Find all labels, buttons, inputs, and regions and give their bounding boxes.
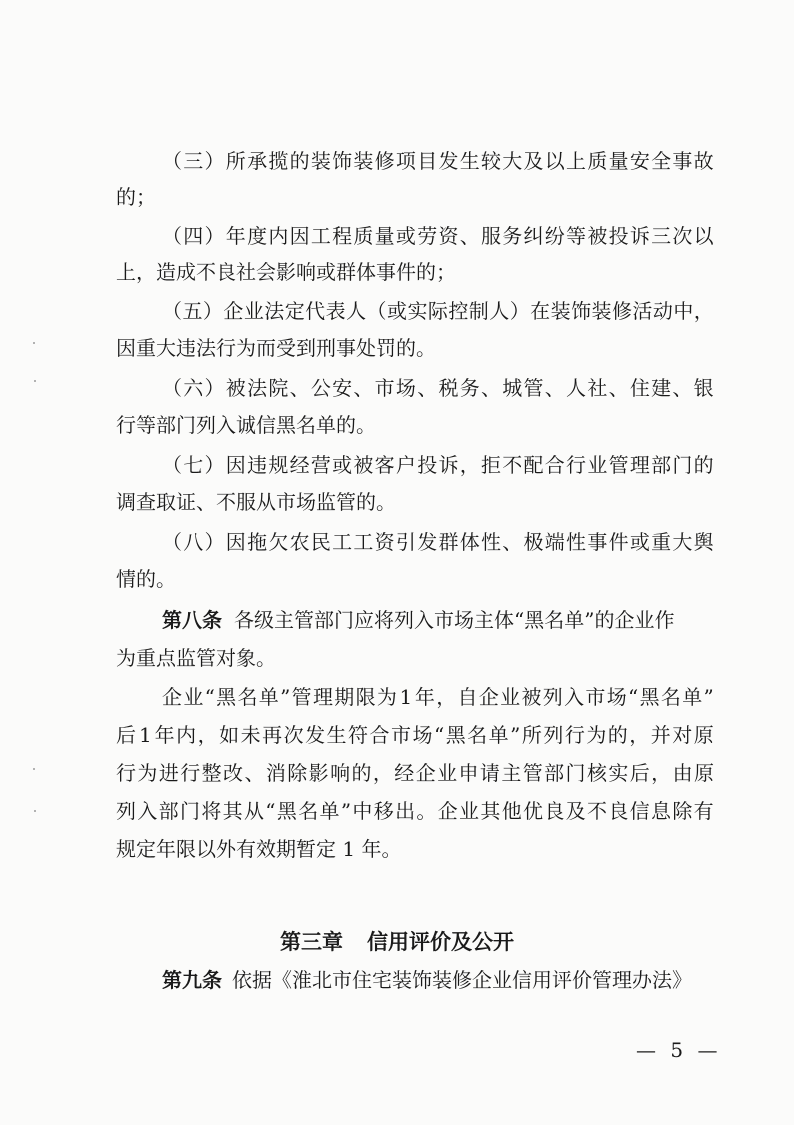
chapter-heading bbox=[0, 928, 794, 956]
article-8-line bbox=[162, 606, 674, 634]
article-label: 第八条 bbox=[162, 608, 222, 632]
paragraph-line: 的； bbox=[116, 185, 156, 209]
page-number: — 5 — bbox=[636, 1038, 722, 1062]
paragraph-line: （ 七 ） 因 违 规 经 营 或 被 客 户 投 诉 ， 拒 不 配 合 行 业 管 理 部 门 的 bbox=[162, 453, 714, 477]
paragraph-line: 后 1 年 内 ， 如 未 再 次 发 生 符 合 市 场 “ 黑 名 单 ” 所 列 行 为 的 ， 并 对 原 bbox=[116, 723, 714, 747]
article-9-line bbox=[162, 966, 692, 994]
paragraph-line: 上，造成不良社会影响或群体事件的； bbox=[116, 260, 456, 284]
paragraph-line: 为重点监管对象。 bbox=[116, 646, 276, 670]
chapter-number: 第三章 bbox=[280, 930, 343, 954]
paragraph-line: 因重大违法行为而受到刑事处罚的。 bbox=[116, 336, 436, 360]
scan-speck bbox=[34, 810, 36, 812]
paragraph-line: 列 入 部 门 将 其 从 “ 黑 名 单 ” 中 移 出 。 企 业 其 他 优 良 及 不 良 信 息 除 有 bbox=[116, 799, 714, 823]
article-label: 第九条 bbox=[162, 968, 222, 992]
chapter-title: 信用评价及公开 bbox=[367, 930, 514, 954]
paragraph-line: 调查取证、不服从市场监管的。 bbox=[116, 490, 396, 514]
scan-speck bbox=[33, 768, 35, 770]
paragraph-line: （ 六 ） 被 法 院 、 公 安 、 市 场 、 税 务 、 城 管 、 人 社 、 住 建 、 银 bbox=[162, 376, 714, 400]
paragraph-line: （ 三 ） 所 承 揽 的 装 饰 装 修 项 目 发 生 较 大 及 以 上 质 量 安 全 事 故 bbox=[162, 149, 714, 173]
paragraph-line: 情的。 bbox=[116, 567, 176, 591]
scan-speck bbox=[34, 380, 36, 382]
article-text: 各级主管部门应将列入市场主体“黑名单”的企业作 bbox=[234, 608, 675, 632]
scan-speck bbox=[33, 342, 35, 344]
paragraph-line: （ 四 ） 年 度 内 因 工 程 质 量 或 劳 资 、 服 务 纠 纷 等 被 投 诉 三 次 以 bbox=[162, 224, 714, 248]
paragraph-line: 行 为 进 行 整 改 、 消 除 影 响 的 ， 经 企 业 申 请 主 管 部 门 核 实 后 ， 由 原 bbox=[116, 761, 714, 785]
paragraph-line: 规定年限以外有效期暂定 1 年。 bbox=[116, 837, 402, 861]
paragraph-line: （ 五 ） 企 业 法 定 代 表 人 （ 或 实 际 控 制 人 ） 在 装 饰 装 修 活 动 中 ， bbox=[162, 299, 714, 323]
paragraph-line: 企 业 “ 黑 名 单 ” 管 理 期 限 为 1 年 ， 自 企 业 被 列 入 市 场 “ 黑 名 单 ” bbox=[162, 685, 714, 709]
article-text: 依据《淮北市住宅装饰装修企业信用评价管理办法》 bbox=[232, 968, 692, 992]
paragraph-line: （ 八 ） 因 拖 欠 农 民 工 工 资 引 发 群 体 性 、 极 端 性 事 件 或 重 大 舆 bbox=[162, 530, 714, 554]
paragraph-line: 行等部门列入诚信黑名单的。 bbox=[116, 413, 376, 437]
